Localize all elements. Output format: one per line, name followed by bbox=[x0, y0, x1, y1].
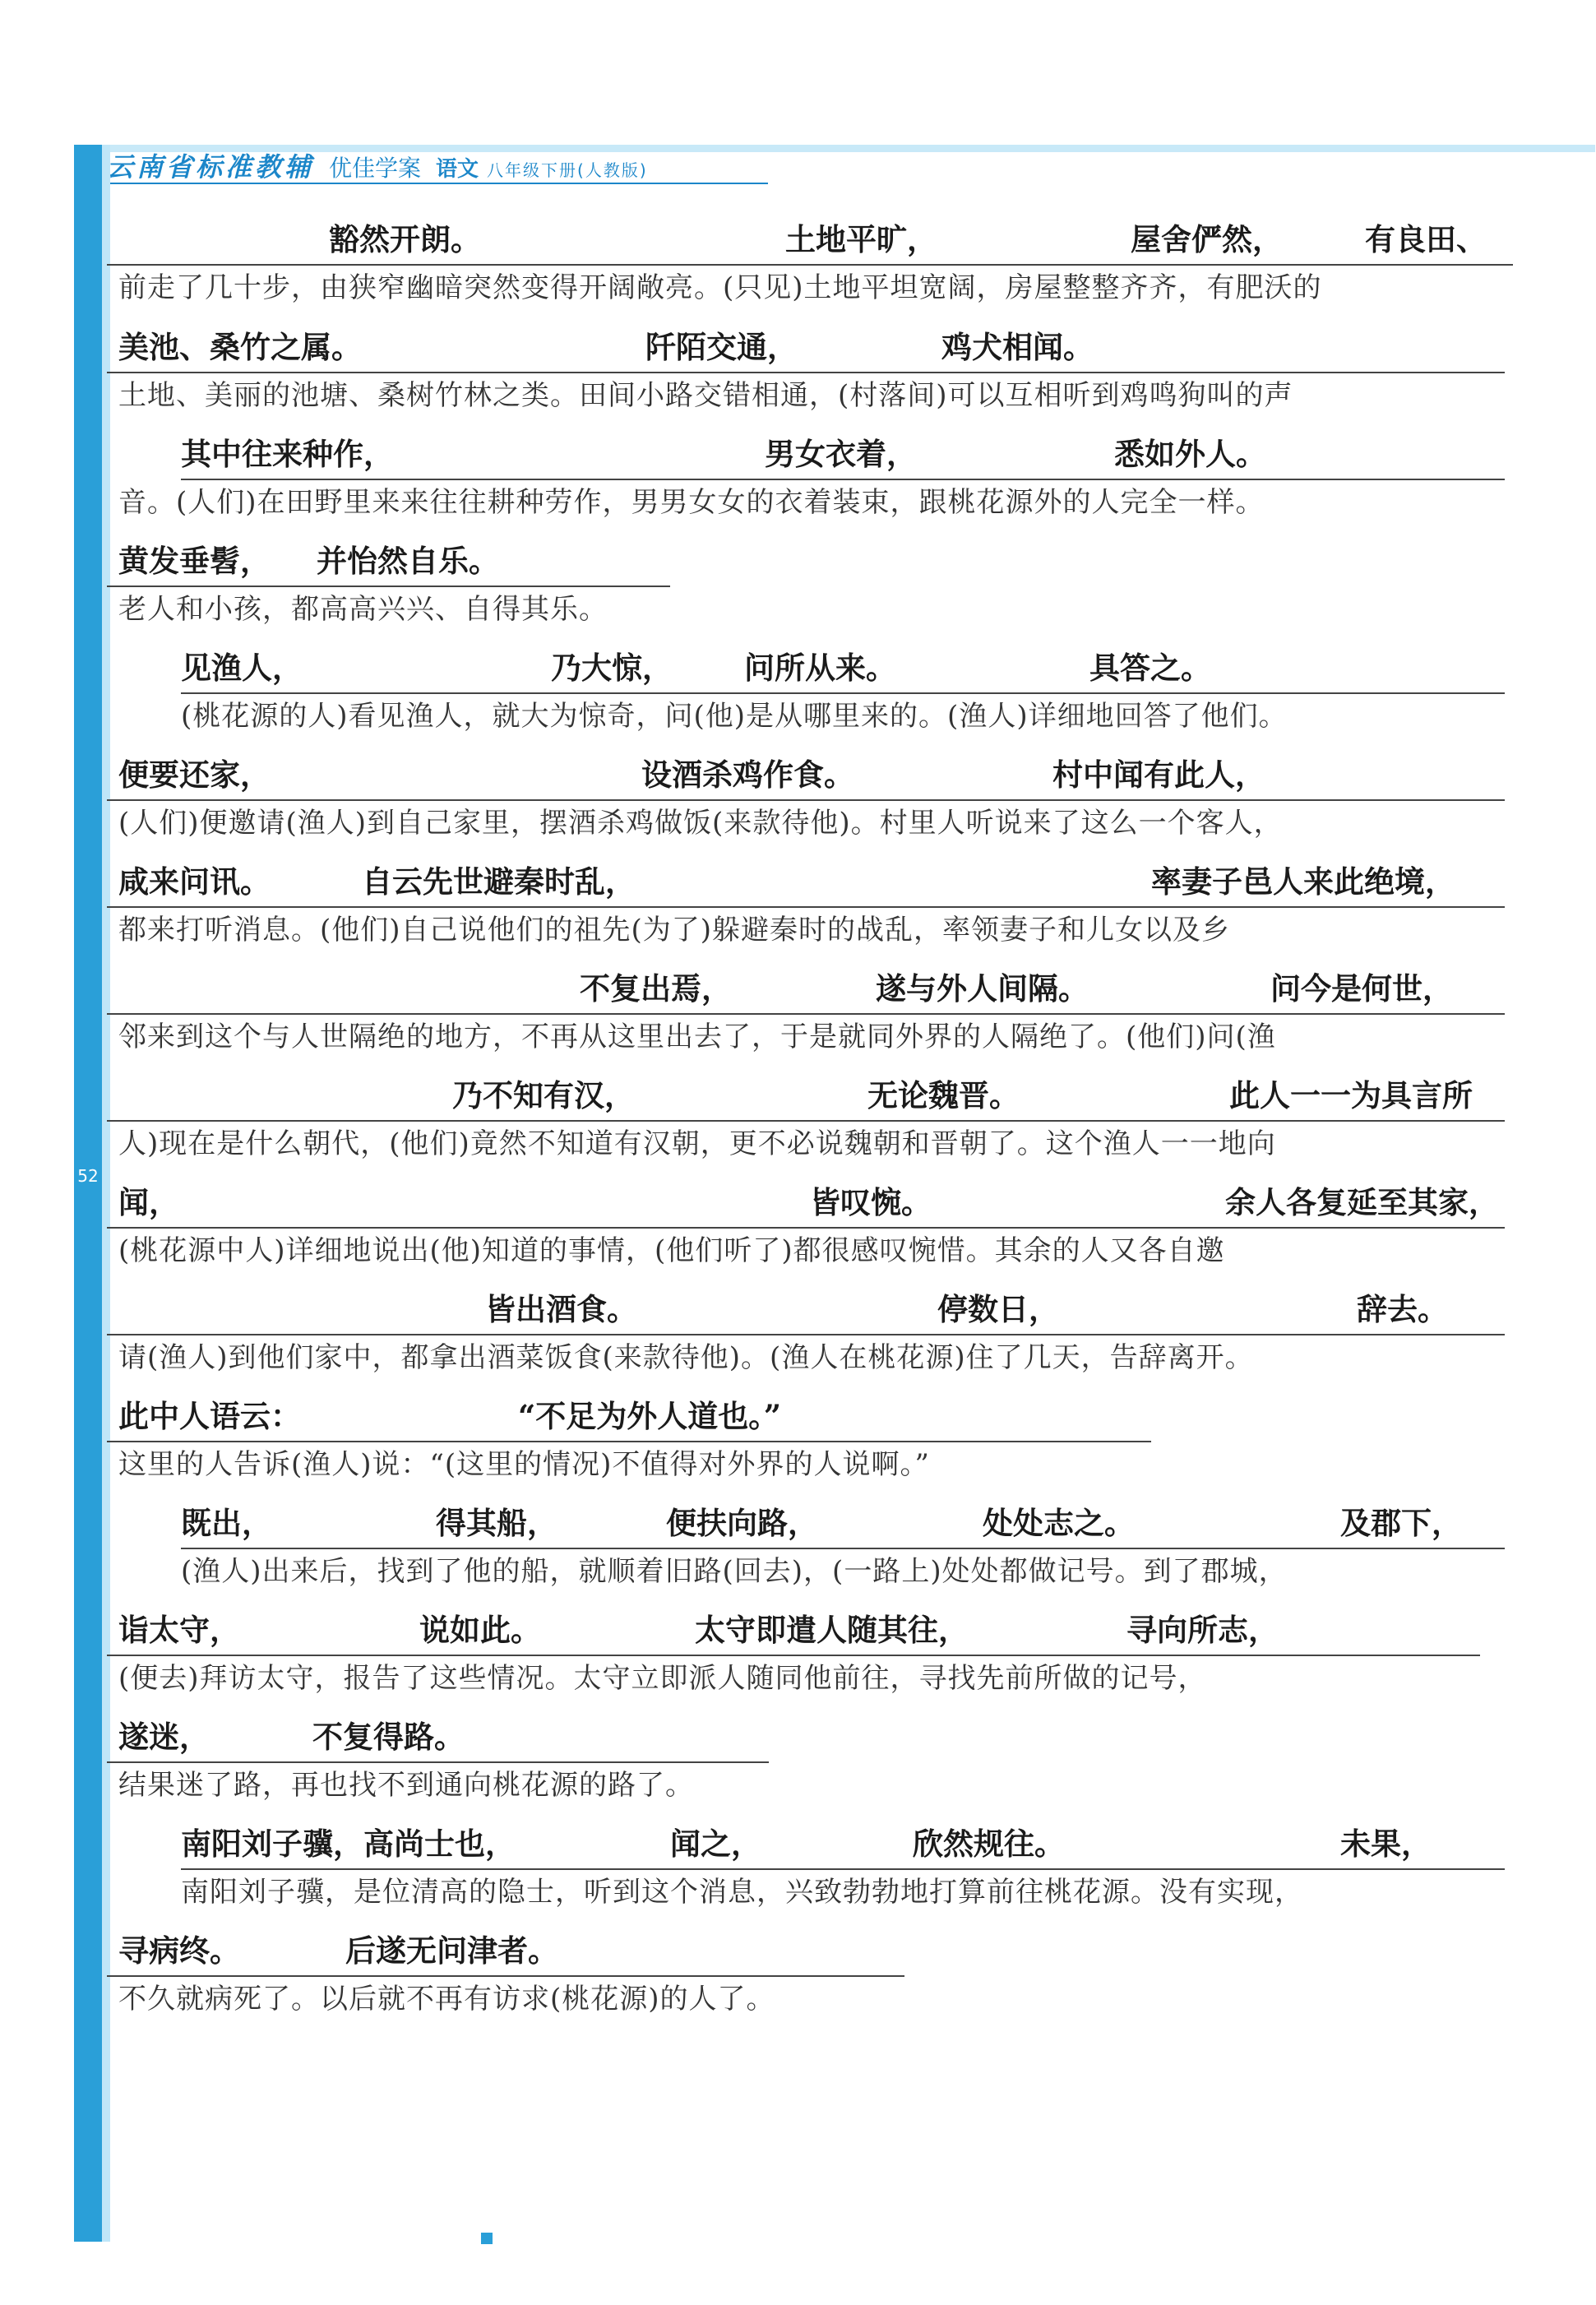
original-phrase: 设酒杀鸡作食。 bbox=[641, 757, 854, 793]
original-phrase: 遂迷， bbox=[118, 1719, 210, 1755]
original-phrase: 诣太守， bbox=[118, 1612, 240, 1648]
original-phrase: 悉如外人。 bbox=[1114, 436, 1266, 472]
translation-line: 不久就病死了。以后就不再有访求(桃花源)的人了。 bbox=[118, 1983, 775, 2016]
original-phrase: 便扶向路， bbox=[666, 1505, 818, 1541]
original-phrase: 问今是何世， bbox=[1270, 970, 1453, 1007]
original-phrase: 辞去。 bbox=[1357, 1291, 1448, 1327]
translation-line: 邻来到这个与人世隔绝的地方，不再从这里出去了，于是就同外界的人隔绝了。(他们)问(渔 bbox=[118, 1021, 1276, 1053]
original-phrase: 不复出焉， bbox=[580, 970, 732, 1007]
translation-line: (桃花源的人)看见渔人，就大为惊奇，问(他)是从哪里来的。(渔人)详细地回答了他们。 bbox=[181, 700, 1288, 733]
original-phrase: 男女衣着， bbox=[765, 436, 917, 472]
translation-line: (便去)拜访太守，报告了这些情况。太守立即派人随同他前往，寻找先前所做的记号， bbox=[118, 1662, 1207, 1695]
original-line bbox=[0, 644, 1596, 692]
answer-underline bbox=[107, 1227, 1505, 1229]
original-line bbox=[0, 1927, 1596, 1974]
original-phrase: 停数日， bbox=[937, 1291, 1059, 1327]
original-line bbox=[0, 323, 1596, 371]
original-phrase: 处处志之。 bbox=[983, 1505, 1135, 1541]
original-phrase: 得其船， bbox=[436, 1505, 557, 1541]
original-phrase: 余人各复延至其家， bbox=[1225, 1184, 1499, 1220]
translation-line: 都来打听消息。(他们)自己说他们的祖先(为了)躲避秦时的战乱，率领妻子和儿女以及乡 bbox=[118, 914, 1231, 947]
answer-underline bbox=[107, 1975, 904, 1977]
original-phrase: 土地平旷， bbox=[785, 221, 937, 257]
answer-underline bbox=[181, 1548, 1505, 1549]
answer-underline bbox=[107, 1441, 1151, 1442]
original-line bbox=[0, 1178, 1596, 1226]
original-phrase: 屋舍俨然， bbox=[1131, 221, 1283, 257]
original-phrase: 并怡然自乐。 bbox=[317, 543, 499, 579]
answer-underline bbox=[107, 1334, 1505, 1335]
original-phrase: 乃不知有汉， bbox=[452, 1077, 635, 1113]
original-phrase: 寻向所志， bbox=[1126, 1612, 1279, 1648]
answer-underline bbox=[107, 906, 1505, 908]
original-line bbox=[0, 1606, 1596, 1654]
running-header bbox=[107, 146, 648, 181]
translation-line: 音。(人们)在田野里来来往往耕种劳作，男男女女的衣着装束，跟桃花源外的人完全一样。 bbox=[118, 486, 1265, 519]
original-phrase: 乃大惊， bbox=[551, 650, 673, 686]
original-line bbox=[0, 215, 1596, 263]
header-subject: 语文 bbox=[436, 157, 479, 182]
original-phrase: 无论魏晋。 bbox=[867, 1077, 1020, 1113]
answer-underline bbox=[181, 1868, 1505, 1870]
original-phrase: 问所从来。 bbox=[744, 650, 896, 686]
original-phrase: 皆出酒食。 bbox=[485, 1291, 637, 1327]
original-phrase: 欣然规往。 bbox=[913, 1826, 1065, 1862]
translation-line: (桃花源中人)详细地说出(他)知道的事情，(他们听了)都很感叹惋惜。其余的人又各自邀 bbox=[118, 1234, 1225, 1267]
original-line bbox=[0, 751, 1596, 798]
original-phrase: 自云先世避秦时乱， bbox=[362, 863, 636, 900]
original-phrase: 闻， bbox=[118, 1184, 179, 1220]
original-line bbox=[0, 1820, 1596, 1868]
original-line bbox=[0, 1072, 1596, 1119]
original-phrase: 见渔人， bbox=[181, 650, 303, 686]
header-grade: 八年级下册(人教版) bbox=[487, 160, 648, 180]
translation-line: 土地、美丽的池塘、桑树竹林之类。田间小路交错相通，(村落间)可以互相听到鸡鸣狗叫的声 bbox=[118, 379, 1293, 412]
original-phrase: 黄发垂髫， bbox=[118, 543, 271, 579]
original-phrase: 不复得路。 bbox=[312, 1719, 465, 1755]
original-phrase: 此人一一为具言所 bbox=[1229, 1077, 1473, 1113]
original-phrase: 太守即遣人随其往， bbox=[695, 1612, 969, 1648]
original-phrase: 率妻子邑人来此绝境， bbox=[1151, 863, 1455, 900]
translation-line: 请(渔人)到他们家中，都拿出酒菜饭食(来款待他)。(渔人在桃花源)住了几天，告辞离开。 bbox=[118, 1341, 1254, 1374]
answer-underline bbox=[107, 1013, 1505, 1015]
original-line bbox=[0, 1392, 1596, 1440]
translation-line: 老人和小孩，都高高兴兴、自得其乐。 bbox=[118, 593, 608, 626]
original-phrase: 美池、桑竹之属。 bbox=[118, 329, 362, 365]
original-phrase: 阡陌交通， bbox=[645, 329, 798, 365]
original-phrase: 说如此。 bbox=[419, 1612, 541, 1648]
answer-underline bbox=[181, 479, 1505, 480]
header-underline bbox=[110, 183, 768, 184]
answer-underline bbox=[107, 586, 670, 587]
original-phrase: 有良田、 bbox=[1365, 221, 1487, 257]
original-phrase: 遂与外人间隔。 bbox=[876, 970, 1089, 1007]
answer-underline bbox=[107, 1120, 1505, 1122]
header-series: 优佳学案 bbox=[329, 155, 422, 182]
original-line bbox=[0, 1499, 1596, 1547]
original-phrase: 具答之。 bbox=[1089, 650, 1211, 686]
original-phrase: 寻病终。 bbox=[118, 1932, 240, 1969]
original-phrase: 皆叹惋。 bbox=[810, 1184, 932, 1220]
original-phrase: 便要还家， bbox=[118, 757, 271, 793]
original-phrase: 此中人语云： bbox=[118, 1398, 301, 1434]
original-line bbox=[0, 1713, 1596, 1761]
original-phrase: 鸡犬相闻。 bbox=[941, 329, 1094, 365]
original-phrase: 闻之， bbox=[670, 1826, 761, 1862]
translation-line: 南阳刘子骥，是位清高的隐士，听到这个消息，兴致勃勃地打算前往桃花源。没有实现， bbox=[181, 1876, 1303, 1909]
original-phrase: 豁然开朗。 bbox=[329, 221, 481, 257]
answer-underline bbox=[107, 372, 1505, 373]
answer-underline bbox=[107, 264, 1513, 266]
original-line bbox=[0, 430, 1596, 478]
answer-underline bbox=[107, 799, 1505, 801]
original-phrase: 后遂无问津者。 bbox=[345, 1932, 558, 1969]
original-phrase: 及郡下， bbox=[1340, 1505, 1462, 1541]
original-phrase: 南阳刘子骥，高尚士也， bbox=[181, 1826, 516, 1862]
header-title: 云南省标准教辅 bbox=[107, 151, 315, 183]
original-line bbox=[0, 965, 1596, 1012]
original-phrase: 其中往来种作， bbox=[181, 436, 394, 472]
answer-underline bbox=[181, 692, 1505, 694]
frame-bottom-marker bbox=[481, 2233, 493, 2244]
original-line bbox=[0, 858, 1596, 905]
original-line bbox=[0, 1285, 1596, 1333]
translation-line: 前走了几十步，由狭窄幽暗突然变得开阔敞亮。(只见)土地平坦宽阔，房屋整整齐齐，有肥沃的 bbox=[118, 271, 1322, 304]
translation-line: (渔人)出来后，找到了他的船，就顺着旧路(回去)，(一路上)处处都做记号。到了郡城， bbox=[181, 1555, 1288, 1588]
translation-line: 结果迷了路，再也找不到通向桃花源的路了。 bbox=[118, 1769, 694, 1802]
translation-line: 这里的人告诉(渔人)说：“(这里的情况)不值得对外界的人说啊。” bbox=[118, 1448, 930, 1481]
translation-line: 人)现在是什么朝代，(他们)竟然不知道有汉朝，更不必说魏朝和晋朝了。这个渔人一一地向 bbox=[118, 1127, 1276, 1160]
original-phrase: 村中闻有此人， bbox=[1052, 757, 1265, 793]
page-number: 52 bbox=[77, 1166, 99, 1186]
original-phrase: “不足为外人道也。” bbox=[518, 1398, 782, 1434]
answer-underline bbox=[107, 1761, 769, 1763]
answer-underline bbox=[107, 1655, 1480, 1656]
original-line bbox=[0, 537, 1596, 585]
original-phrase: 咸来问讯。 bbox=[118, 863, 271, 900]
translation-line: (人们)便邀请(渔人)到自己家里，摆酒杀鸡做饭(来款待他)。村里人听说来了这么一个客人， bbox=[118, 807, 1283, 840]
original-phrase: 未果， bbox=[1340, 1826, 1432, 1862]
original-phrase: 既出， bbox=[181, 1505, 272, 1541]
